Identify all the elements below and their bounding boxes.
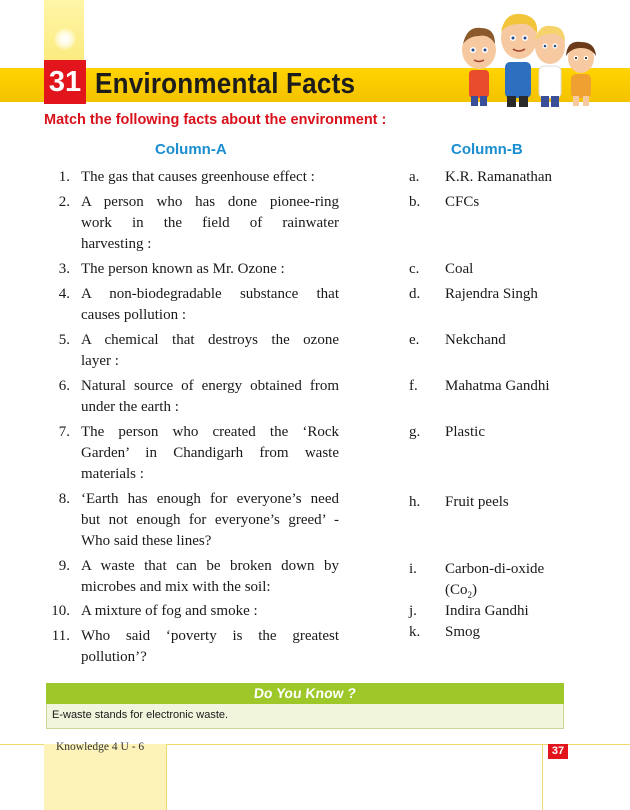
answer-text: Nekchand: [445, 332, 506, 348]
footer-panel: [44, 744, 166, 810]
question-text: Who said ‘poverty is the greatest: [81, 628, 339, 644]
header-glow: [54, 28, 76, 50]
question-text: A chemical that destroys the ozone: [81, 332, 339, 348]
question-text: Who said these lines?: [81, 533, 212, 549]
question-number: 3.: [58, 261, 70, 277]
question-text: materials :: [81, 466, 144, 482]
question-text: Natural source of energy obtained from: [81, 378, 339, 394]
question-text: A non-biodegradable substance that: [81, 286, 339, 302]
question-text: work in the field of rainwater: [81, 215, 339, 231]
question-text: harvesting :: [81, 236, 152, 252]
answer-text: Carbon-di-oxide: [445, 561, 545, 577]
question-number: 6.: [58, 378, 70, 394]
question-text: The person known as Mr. Ozone :: [81, 261, 285, 277]
answer-letter: a.: [409, 169, 420, 185]
answer-letter: g.: [409, 424, 421, 440]
question-text: A waste that can be broken down by: [81, 558, 339, 574]
answer-letter: e.: [409, 332, 420, 348]
question-number: 11.: [51, 628, 70, 644]
answer-formula: $(Co_2)$: [445, 582, 477, 600]
footer-divider: [542, 744, 543, 810]
question-text: Garden’ in Chandigarh from waste: [81, 445, 339, 461]
question-number: 9.: [58, 558, 70, 574]
answer-letter: k.: [409, 624, 421, 640]
chapter-number: 31: [44, 60, 86, 104]
footer-divider: [166, 744, 167, 810]
question-text: A person who has done pionee-ring: [81, 194, 339, 210]
page-number: 37: [548, 744, 568, 759]
question-number: 2.: [58, 194, 70, 210]
answer-text: Fruit peels: [445, 494, 509, 510]
footer-book-title: Knowledge 4 U - 6: [56, 741, 145, 753]
question-text: A mixture of fog and smoke :: [81, 603, 258, 619]
question-number: 4.: [58, 286, 70, 302]
question-text: causes pollution :: [81, 307, 186, 323]
question-text: The person who created the ‘Rock: [81, 424, 339, 440]
question-text: The gas that causes greenhouse effect :: [81, 169, 315, 185]
page-title: Environmental Facts: [95, 68, 356, 100]
answer-letter: b.: [409, 194, 421, 210]
answer-text: Smog: [445, 624, 481, 640]
answer-text: Coal: [445, 261, 474, 277]
answer-letter: f.: [409, 378, 418, 394]
question-number: 10.: [51, 603, 70, 619]
column-a-heading: Column-A: [155, 141, 227, 158]
answer-text: Rajendra Singh: [445, 286, 538, 302]
question-number: 1.: [58, 169, 70, 185]
question-text: layer :: [81, 353, 119, 369]
answer-text: Indira Gandhi: [445, 603, 529, 619]
answer-text: CFCs: [445, 194, 480, 210]
did-you-know-text: E-waste stands for electronic waste.: [52, 709, 229, 721]
column-b-heading: Column-B: [451, 141, 523, 158]
answer-text: Plastic: [445, 424, 485, 440]
answer-letter: h.: [409, 494, 421, 510]
question-number: 5.: [58, 332, 70, 348]
question-number: 7.: [58, 424, 70, 440]
answer-letter: i.: [409, 561, 417, 577]
answer-text: Mahatma Gandhi: [445, 378, 550, 394]
did-you-know-title: Do You Know ?: [253, 685, 357, 701]
answer-letter: d.: [409, 286, 421, 302]
question-text: pollution’?: [81, 649, 147, 665]
question-text: ‘Earth has enough for everyone’s need: [81, 491, 339, 507]
question-text: microbes and mix with the soil:: [81, 579, 271, 595]
question-number: 8.: [58, 491, 70, 507]
children-illustration: [455, 8, 605, 108]
answer-letter: c.: [409, 261, 420, 277]
question-text: under the earth :: [81, 399, 179, 415]
instruction: Match the following facts about the environment :: [44, 112, 387, 128]
question-text: but not enough for everyone’s greed’ -: [81, 512, 339, 528]
answer-text: K.R. Ramanathan: [445, 169, 553, 185]
answer-letter: j.: [409, 603, 417, 619]
